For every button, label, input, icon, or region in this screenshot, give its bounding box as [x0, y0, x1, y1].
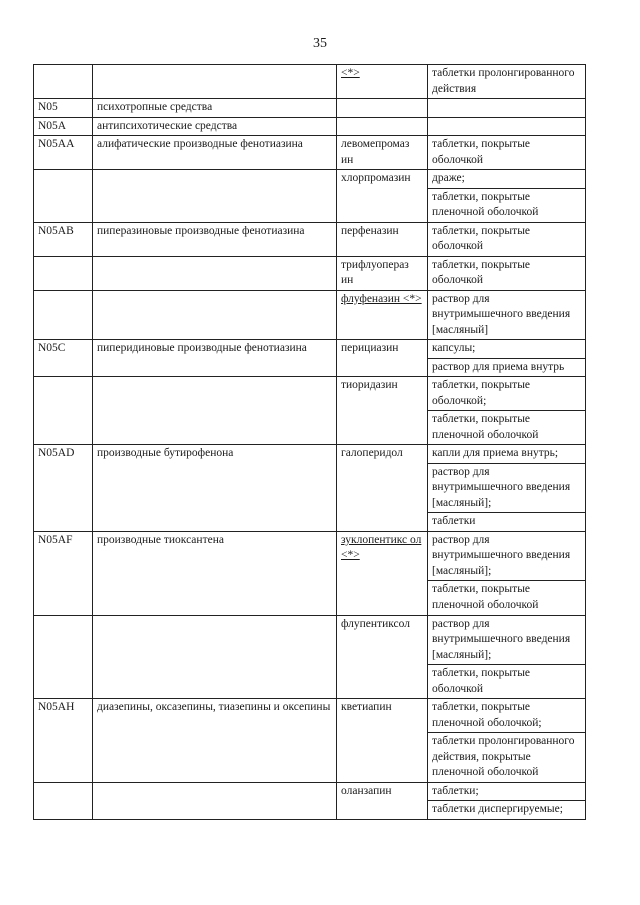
anatomical-therapeutic-group-cell: диазепины, оксазепины, тиазепины и оксепины — [93, 699, 337, 783]
dosage-form-cell — [428, 782, 586, 819]
anatomical-therapeutic-group-cell — [93, 377, 337, 445]
dosage-form-item: капли для приема внутрь; — [432, 447, 559, 460]
dosage-form-item: таблетки, покрытые пленочной оболочкой — [428, 580, 585, 614]
drug-name: флупентиксол — [341, 617, 410, 630]
drug-name-cell — [337, 782, 428, 819]
dosage-form-cell — [428, 615, 586, 699]
dosage-form-cell — [428, 531, 586, 615]
dosage-form-cell — [428, 340, 586, 377]
atc-code-cell — [34, 65, 93, 99]
table-row — [34, 290, 586, 340]
dosage-form-item: раствор для приема внутрь — [428, 358, 585, 377]
anatomical-therapeutic-group-cell — [93, 290, 337, 340]
dosage-form-item: раствор для внутримышечного введения [масляный]; — [428, 463, 585, 513]
dosage-form-cell — [428, 222, 586, 256]
drug-name-cell — [337, 377, 428, 445]
anatomical-therapeutic-group-cell — [93, 65, 337, 99]
table-row — [34, 445, 586, 532]
dosage-form-item: драже; — [432, 172, 465, 185]
anatomical-therapeutic-group-cell — [93, 256, 337, 290]
dosage-form-cell — [428, 445, 586, 532]
atc-code-cell — [34, 170, 93, 223]
table-row — [34, 99, 586, 118]
dosage-form-cell — [428, 377, 586, 445]
anatomical-therapeutic-group-cell: антипсихотические средства — [93, 117, 337, 136]
dosage-form-item: раствор для внутримышечного введения [масляный] — [432, 292, 571, 336]
dosage-form-item: таблетки пролонгированного действия — [432, 67, 575, 95]
table-row — [34, 256, 586, 290]
atc-code-cell: N05AA — [34, 136, 93, 170]
drug-name-cell — [337, 340, 428, 377]
dosage-form-item: таблетки пролонгированного действия, покрытые пленочной оболочкой — [428, 732, 585, 782]
dosage-form-item: таблетки, покрытые оболочкой — [432, 258, 531, 287]
drug-table-body — [34, 65, 586, 820]
atc-code-cell: N05 — [34, 99, 93, 118]
drug-name: <*> — [341, 67, 360, 79]
anatomical-therapeutic-group-cell: производные бутирофенона — [93, 445, 337, 532]
dosage-form-item: таблетки, покрытые оболочкой; — [432, 379, 531, 407]
dosage-form-cell — [428, 290, 586, 340]
dosage-form-item: таблетки, покрытые пленочной оболочкой — [428, 410, 585, 444]
drug-name: галоперидол — [341, 447, 403, 460]
atc-code-cell: N05AB — [34, 222, 93, 256]
dosage-form-item: раствор для внутримышечного введения [масляный]; — [432, 533, 571, 577]
drug-name-cell — [337, 290, 428, 340]
atc-code-cell: N05AD — [34, 445, 93, 532]
drug-name: хлорпромазин — [341, 172, 411, 185]
table-row — [34, 170, 586, 223]
drug-name: зуклопентикс ол <*> — [341, 533, 422, 562]
atc-code-cell — [34, 782, 93, 819]
drug-name: оланзапин — [341, 784, 392, 797]
dosage-form-item: таблетки диспергируемые; — [428, 800, 585, 819]
atc-code-cell: N05AH — [34, 699, 93, 783]
dosage-form-item: таблетки, покрытые оболочкой — [432, 224, 531, 253]
atc-code-cell: N05C — [34, 340, 93, 377]
anatomical-therapeutic-group-cell — [93, 170, 337, 223]
atc-code-cell — [34, 615, 93, 699]
drug-name: кветиапин — [341, 701, 392, 714]
dosage-form-cell — [428, 136, 586, 170]
table-row — [34, 615, 586, 699]
dosage-form-item: капсулы; — [432, 342, 476, 355]
dosage-form-cell — [428, 256, 586, 290]
table-row — [34, 340, 586, 377]
table-row — [34, 782, 586, 819]
anatomical-therapeutic-group-cell — [93, 615, 337, 699]
anatomical-therapeutic-group-cell: алифатические производные фенотиазина — [93, 136, 337, 170]
drug-name-cell — [337, 65, 428, 99]
anatomical-therapeutic-group-cell: производные тиоксантена — [93, 531, 337, 615]
dosage-form-item: таблетки, покрытые оболочкой — [432, 138, 531, 166]
table-row — [34, 699, 586, 783]
drug-name-cell — [337, 222, 428, 256]
anatomical-therapeutic-group-cell: пиперидиновые производные фенотиазина — [93, 340, 337, 377]
drug-name-cell — [337, 136, 428, 170]
drug-name-cell — [337, 445, 428, 532]
dosage-form-item: таблетки, покрытые оболочкой — [428, 664, 585, 698]
drug-name-cell — [337, 256, 428, 290]
dosage-form-item: раствор для внутримышечного введения [масляный]; — [432, 617, 571, 661]
drug-name-cell — [337, 615, 428, 699]
dosage-form-item: таблетки, покрытые пленочной оболочкой — [428, 188, 585, 222]
drug-name-cell — [337, 117, 428, 136]
drug-name-cell — [337, 170, 428, 223]
drug-name: перфеназин — [341, 224, 399, 237]
table-row — [34, 136, 586, 170]
dosage-form-item: таблетки — [428, 512, 585, 531]
table-row — [34, 531, 586, 615]
dosage-form-item: таблетки, покрытые пленочной оболочкой; — [432, 701, 542, 729]
dosage-form-cell — [428, 170, 586, 223]
anatomical-therapeutic-group-cell: пиперазиновые производные фенотиазина — [93, 222, 337, 256]
atc-code-cell: N05A — [34, 117, 93, 136]
dosage-form-cell — [428, 117, 586, 136]
dosage-form-item: таблетки; — [432, 784, 479, 797]
table-row — [34, 377, 586, 445]
drug-name: тиоридазин — [341, 379, 398, 392]
table-row — [34, 117, 586, 136]
atc-code-cell — [34, 377, 93, 445]
drug-name: трифлуопераз ин — [341, 258, 409, 287]
drug-name: перициазин — [341, 342, 399, 355]
drug-name: левомепромаз ин — [341, 138, 410, 166]
drug-name: флуфеназин <*> — [341, 292, 422, 305]
anatomical-therapeutic-group-cell: психотропные средства — [93, 99, 337, 118]
atc-code-cell — [34, 290, 93, 340]
anatomical-therapeutic-group-cell — [93, 782, 337, 819]
drug-name-cell — [337, 99, 428, 118]
atc-code-cell — [34, 256, 93, 290]
table-row — [34, 222, 586, 256]
atc-code-cell: N05AF — [34, 531, 93, 615]
dosage-form-cell — [428, 699, 586, 783]
dosage-form-cell — [428, 65, 586, 99]
dosage-form-item — [428, 118, 585, 136]
page-number: 35 — [313, 36, 327, 51]
table-row — [34, 65, 586, 99]
drug-table — [33, 64, 586, 820]
dosage-form-item — [428, 99, 585, 117]
drug-name-cell — [337, 699, 428, 783]
drug-name-cell — [337, 531, 428, 615]
dosage-form-cell — [428, 99, 586, 118]
